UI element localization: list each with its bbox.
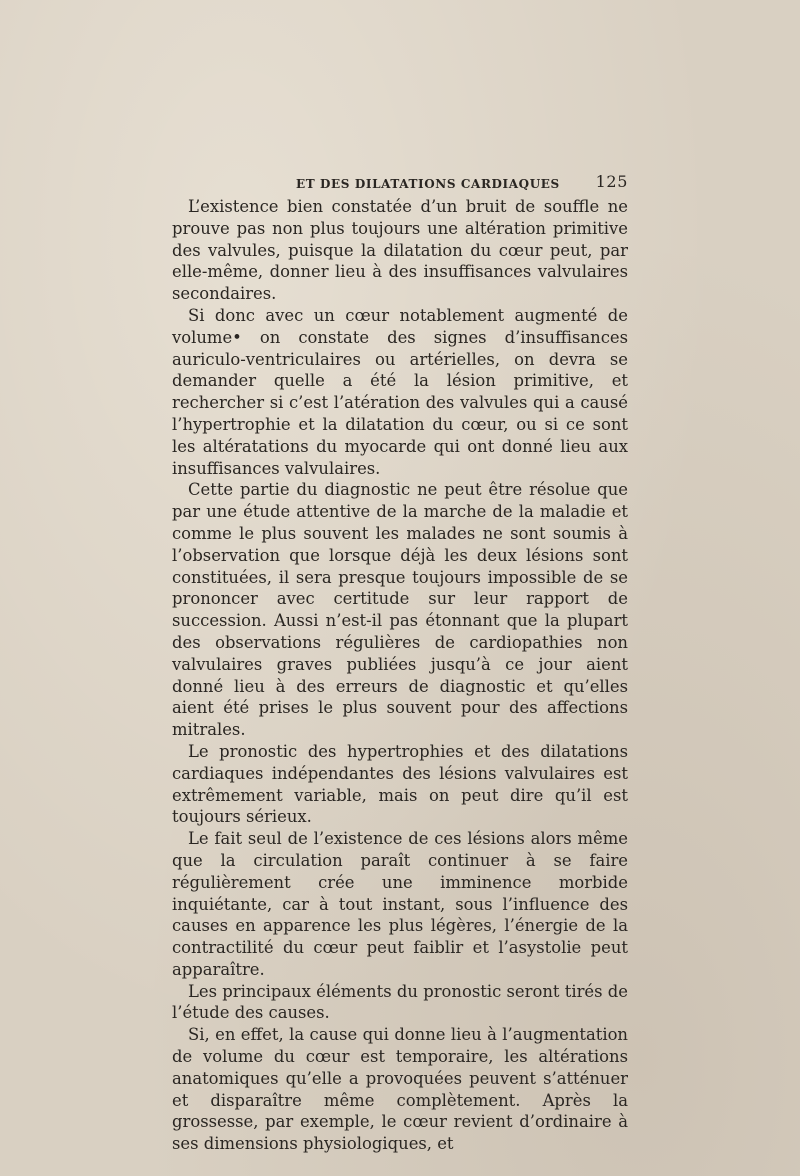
page-number: 125 — [595, 172, 628, 191]
paragraph: Si donc avec un cœur notablement augmenté de volume• on constate des signes d’insuffisances auriculo-ventriculaires ou artérielles, on devra se demander quelle a été la lésion primitive, et rechercher si c’est l’atération des valvules qui a causé l’hypertrophie et la dilatation du cœur, ou si ce sont les altératations du myocarde qui ont donné lieu aux insuffisances valvulaires. — [172, 305, 628, 478]
book-page — [172, 172, 628, 1155]
paragraph: Le fait seul de l’existence de ces lésions alors même que la circulation paraît continuer à se faire régulièrement crée une imminence morbide inquiétante, car à tout instant, sous l’influence des causes en apparence les plus légères, l’énergie de la contractilité du cœur peut faiblir et l’asystolie peut apparaître. — [172, 829, 628, 979]
paragraph: Si, en effet, la cause qui donne lieu à l’augmentation de volume du cœur est temporaire, les altérations anatomiques qu’elle a provoquées peuvent s’atténuer et disparaître même complètement. Après la grossesse, par exemple, le cœur revient d’ordinaire à ses dimensions physiologiques, et — [172, 1025, 628, 1154]
page-header — [172, 172, 628, 196]
paragraph: L’existence bien constatée d’un bruit de souffle ne prouve pas non plus toujours une altération primitive des valvules, puisque la dilatation du cœur peut, par elle-même, donner lieu à des insuffisances valvulaires secondaires. — [172, 197, 628, 304]
running-title: ET DES DILATATIONS CARDIAQUES — [296, 177, 560, 191]
paragraph: Cette partie du diagnostic ne peut être résolue que par une étude attentive de la marche de la maladie et comme le plus souvent les malades ne sont soumis à l’observation que lorsque déjà les deux lésions sont constituées, il sera presque toujours impossible de se prononcer avec certitude sur leur rapport de succession. Aussi n’est-il pas étonnant que la plupart des observations régulières de cardiopathies non valvulaires graves publiées jusqu’à ce jour aient donné lieu à des erreurs de diagnostic et qu’elles aient été prises le plus souvent pour des affections mitrales. — [172, 480, 628, 740]
paragraph: Le pronostic des hypertrophies et des dilatations cardiaques indépendantes des lésions valvulaires est extrêmement variable, mais on peut dire qu’il est toujours sérieux. — [172, 741, 628, 827]
paragraph: Les principaux éléments du pronostic seront tirés de l’étude des causes. — [172, 981, 628, 1023]
body-text — [172, 196, 628, 1155]
